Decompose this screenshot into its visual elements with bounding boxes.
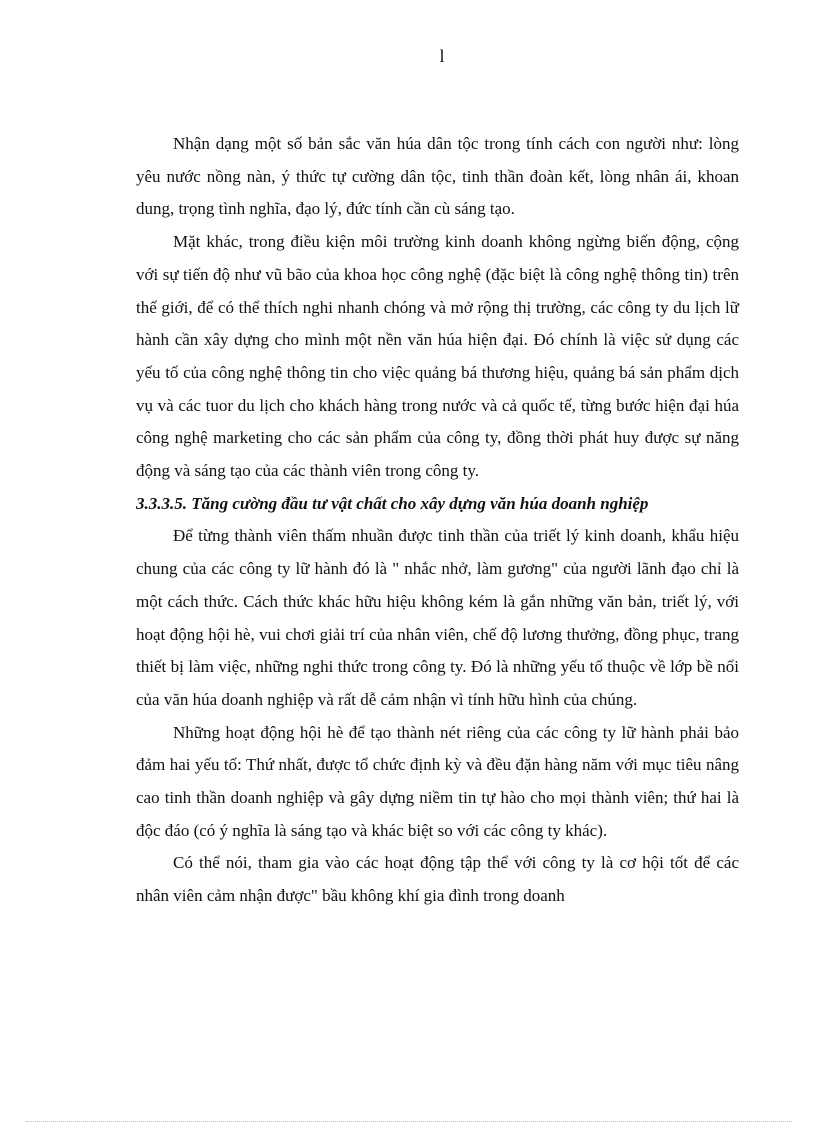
paragraph-festival-activities: Những hoạt động hội hè để tạo thành nét riêng của các công ty lữ hành phải bảo đảm hai yếu tố: Thứ nhất, được tổ chức định kỳ và đều đặn hàng năm với mục tiêu nâng cao tinh thần doanh nghiệp và gây dựng niềm tin tự hào cho mọi thành viên; thứ hai là độc đáo (có ý nghĩa là sáng tạo và khác biệt so với các công ty khác).: [136, 722, 739, 840]
section-heading: 3.3.3.5. Tăng cường đầu tư vật chất cho xây dựng văn húa doanh nghiệp: [136, 493, 649, 513]
footer-divider: [26, 1121, 792, 1122]
paragraph-modern-culture: Mặt khác, trong điều kiện môi trường kinh doanh không ngừng biến động, cộng với sự tiến độ như vũ bão của khoa học công nghệ (đặc biệt là công nghệ thông tin) trên thế giới, để có thể thích nghi nhanh chóng và mở rộng thị trường, các công ty du lịch lữ hành cần xây dựng cho mình một nền văn húa hiện đại. Đó chính là việc sử dụng các yếu tố của công nghệ thông tin cho việc quảng bá thương hiệu, quảng bá sản phẩm dịch vụ và các tuor du lịch cho khách hàng trong nước và cả quốc tế, từng bước hiện đại húa công nghệ marketing cho các sản phẩm của công ty, đồng thời phát huy được sự năng động và sáng tạo của các thành viên trong công ty.: [136, 232, 739, 481]
paragraph-business-philosophy: Để từng thành viên thấm nhuần được tinh thần của triết lý kinh doanh, khẩu hiệu chung của các công ty lữ hành đó là " nhắc nhở, làm gương" của người lãnh đạo chỉ là một cách thức. Cách thức khác hữu hiệu không kém là gắn những văn bản, triết lý, với hoạt động hội hè, vui chơi giải trí của nhân viên, chế độ lương thưởng, đồng phục, trang thiết bị làm việc, những nghi thức trong công ty. Đó là những yếu tố thuộc về lớp bề nổi của văn húa doanh nghiệp và rất dễ cảm nhận vì tính hữu hình của chúng.: [136, 526, 739, 709]
document-body: [136, 128, 739, 913]
paragraph-national-identity: Nhận dạng một số bản sắc văn húa dân tộc trong tính cách con người như: lòng yêu nước nồng nàn, ý thức tự cường dân tộc, tinh thần đoàn kết, lòng nhân ái, khoan dung, trọng tình nghĩa, đạo lý, đức tính cần cù sáng tạo.: [136, 134, 739, 219]
page-number: l: [439, 46, 445, 66]
paragraph-collective-activities: Có thể nói, tham gia vào các hoạt động tập thể với công ty là cơ hội tốt để các nhân viên cảm nhận được" bầu không khí gia đình trong doanh: [136, 853, 739, 906]
